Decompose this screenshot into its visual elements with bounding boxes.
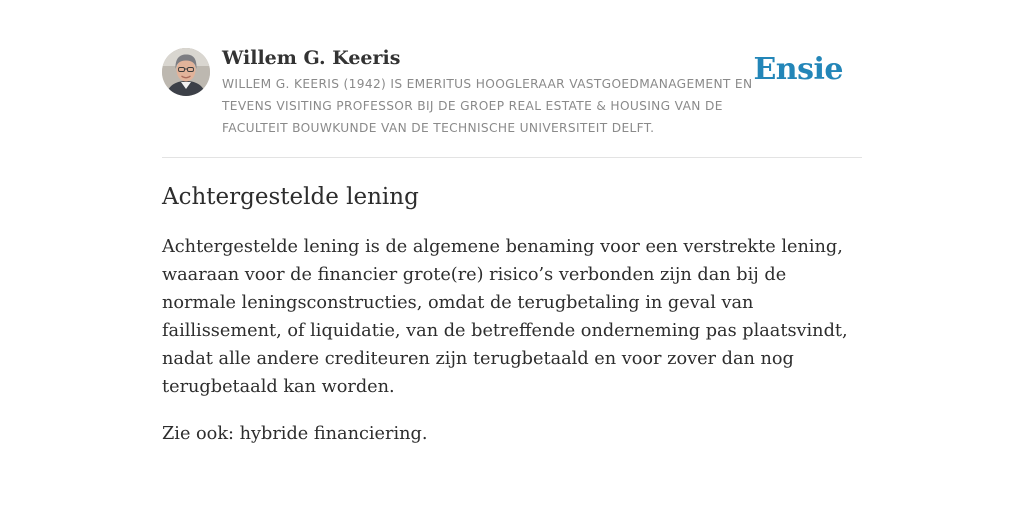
author-bio: WILLEM G. KEERIS (1942) IS EMERITUS HOOGLERAAR VASTGOEDMANAGEMENT EN TEVENS VISITING PROFESSOR BIJ DE GROEP REAL ESTATE & HOUSING VAN DE FACULTEIT BOUWKUNDE VAN DE TECHNISCHE UNIVERSITEIT DELFT. (222, 77, 753, 135)
article-card (162, 40, 862, 448)
author-portrait-icon[interactable] (162, 48, 210, 96)
author-name[interactable]: Willem G. Keeris (222, 47, 401, 69)
see-also-prefix: Zie ook: (162, 424, 235, 444)
author-header (162, 40, 862, 158)
see-also (162, 420, 862, 448)
article-title: Achtergestelde lening (162, 184, 419, 210)
article-body: Achtergestelde lening is de algemene benaming voor een verstrekte lening, waaraan voor de financier grote(re) risico’s verbonden zijn dan bij de normale leningsconstructies, omdat de terugbetaling in geval van faillissement, of liquidatie, van de betreffende onderneming pas plaatsvindt, nadat alle andere crediteuren zijn terugbetaald en voor zover dan nog terugbetaald kan worden. (162, 237, 848, 397)
see-also-suffix: . (421, 424, 428, 444)
ensie-logo[interactable]: Ensie (753, 52, 843, 87)
see-also-link[interactable]: hybride financiering (239, 424, 422, 444)
